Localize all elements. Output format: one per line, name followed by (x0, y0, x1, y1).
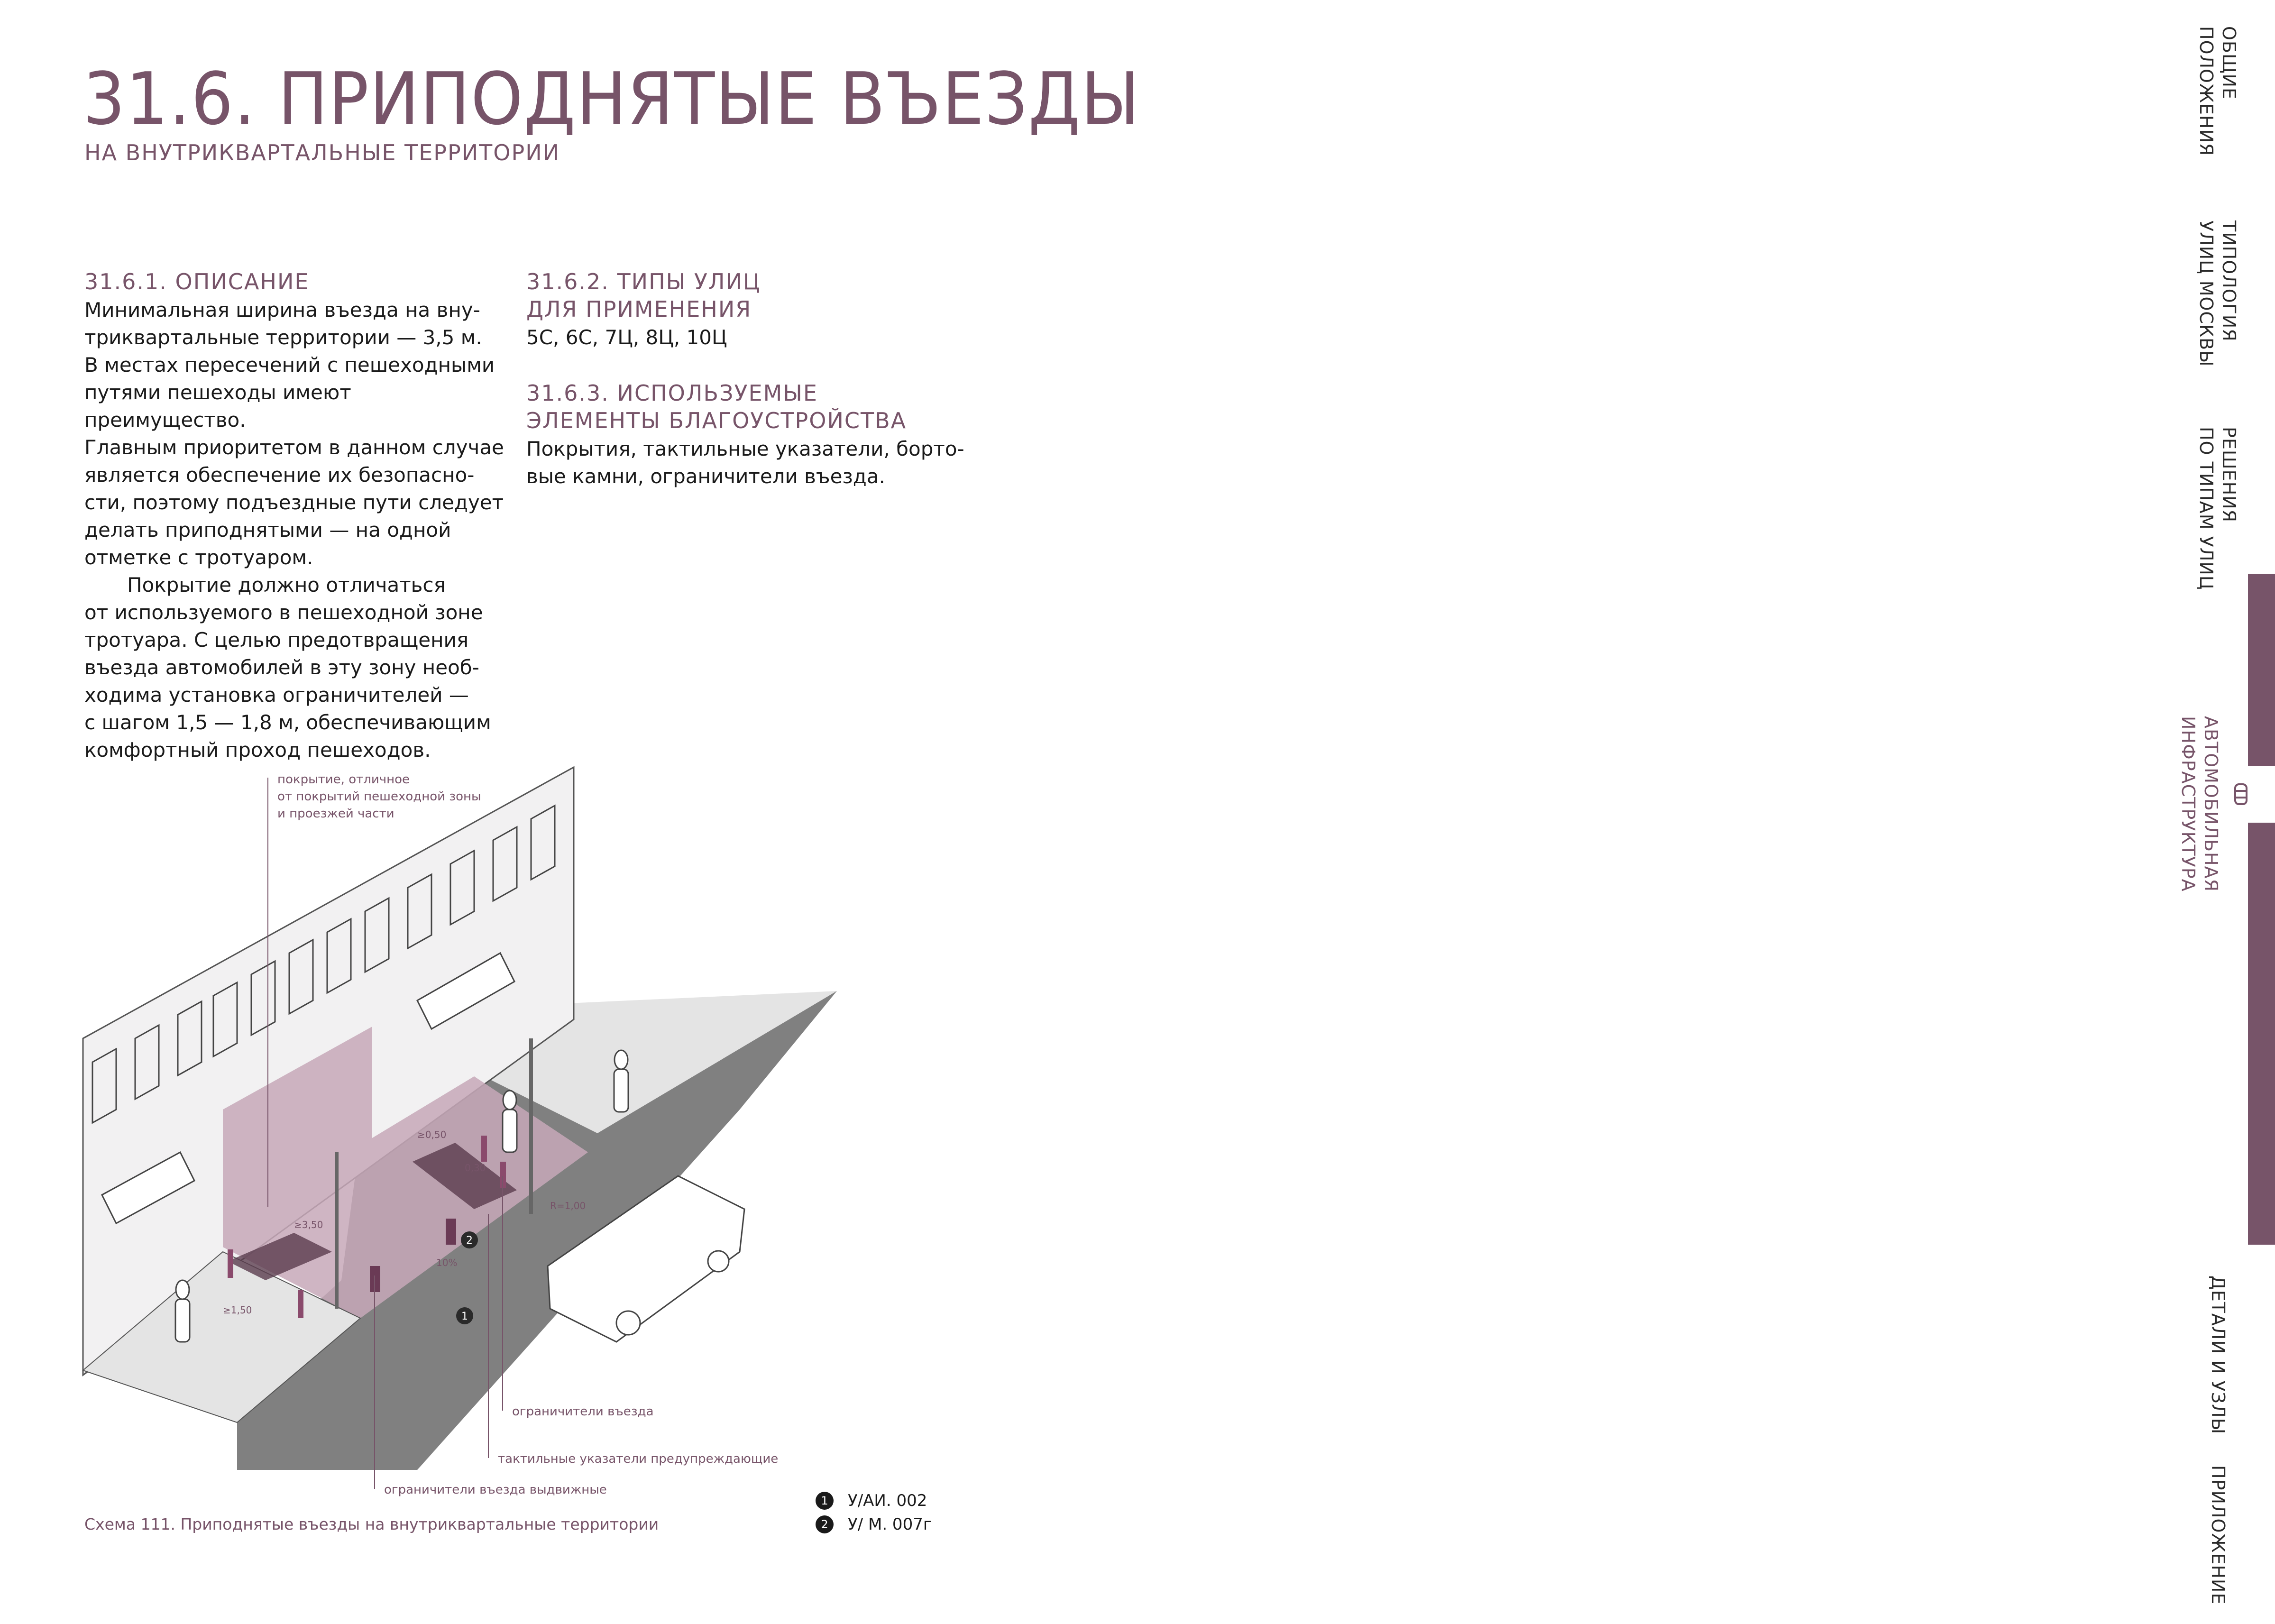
description-paragraph-1: Минимальная ширина въезда на вну- триквартальные территории — 3,5 м. В местах пересечений с пешеходными путями пешеходы имеют преимущество. Главным приоритетом в данном случае является обеспечение их безопасно- сти, поэтому подъездные пути следует делать приподнятыми — на одной отметке с тротуаром. (84, 298, 504, 569)
nav-active-bar-top (2248, 574, 2275, 766)
dim-label: 10% (436, 1257, 458, 1268)
callout-retractable: ограничители въезда выдвижные (384, 1483, 607, 1497)
legend-row (816, 1513, 932, 1536)
nav-item-solutions[interactable]: РЕШЕНИЯ ПО ТИПАМ УЛИЦ (2196, 427, 2239, 590)
legend-number: 2 (816, 1515, 834, 1533)
bollard (228, 1249, 233, 1278)
callout-surface: и проезжей части (277, 807, 394, 821)
bollard (298, 1290, 303, 1318)
callout-tactile: тактильные указатели предупреждающие (498, 1452, 779, 1466)
bollard (481, 1136, 487, 1162)
page-title: 31.6. ПРИПОДНЯТЫЕ ВЪЕЗДЫ (83, 57, 1140, 141)
nav-item-appendix[interactable]: ПРИЛОЖЕНИЕ (2208, 1465, 2229, 1605)
marker-1-label: 1 (461, 1311, 468, 1322)
raised-entry-diagram (71, 754, 877, 1508)
dim-label: 0,30 (465, 1162, 486, 1174)
section-heading-elements: 31.6.3. ИСПОЛЬЗУЕМЫЕ ЭЛЕМЕНТЫ БЛАГОУСТРОЙСТВА (526, 380, 907, 433)
legend (816, 1489, 932, 1536)
dim-label: R=1,00 (550, 1200, 586, 1211)
section-heading-description: 31.6.1. ОПИСАНИЕ (84, 269, 310, 294)
legend-number: 1 (816, 1492, 834, 1510)
nav-item-auto-infrastructure[interactable]: АВТОМОБИЛЬНАЯ ИНФРАСТРУКТУРА (2178, 716, 2221, 892)
description-paragraph-2: Покрытие должно отличаться от используемого в пешеходной зоне тротуара. С целью предотвращения въезда автомобилей в эту зону необ- ходима установка ограничителей — с шагом 1,5 — 1,8 м, обеспечивающим комфортный проход пешеходов. (84, 573, 491, 762)
elements-text: Покрытия, тактильные указатели, борто- вые камни, ограничители въезда. (526, 437, 964, 488)
dim-label: ≥1,50 (223, 1304, 252, 1316)
callout-surface: покрытие, отличное (277, 772, 410, 787)
dim-label: ≥0,50 (417, 1129, 447, 1140)
dim-label: ≥3,50 (294, 1219, 323, 1230)
legend-row (816, 1489, 932, 1513)
page-subtitle: НА ВНУТРИКВАРТАЛЬНЫЕ ТЕРРИТОРИИ (84, 140, 560, 165)
street-types-text: 5С, 6С, 7Ц, 8Ц, 10Ц (526, 326, 727, 349)
callout-bollards: ограничители въезда (512, 1404, 654, 1419)
legend-code: У/ М. 007г (848, 1515, 932, 1534)
nav-item-typology[interactable]: ТИПОЛОГИЯ УЛИЦ МОСКВЫ (2196, 220, 2239, 367)
legend-code: У/АИ. 002 (848, 1491, 927, 1510)
figure-caption: Схема 111. Приподнятые въезды на внутриквартальные территории (84, 1515, 659, 1533)
chapter-nav (1071, 0, 2239, 1624)
section-heading-street-types: 31.6.2. ТИПЫ УЛИЦ ДЛЯ ПРИМЕНЕНИЯ (526, 269, 761, 322)
marker-2-label: 2 (466, 1235, 473, 1247)
callout-surface: от покрытий пешеходной зоны (277, 789, 481, 804)
nav-active-bar-bottom (2248, 823, 2275, 1245)
description-text (84, 296, 511, 764)
nav-item-details[interactable]: ДЕТАЛИ И УЗЛЫ (2208, 1275, 2229, 1435)
car-icon (2233, 782, 2249, 806)
retractable-bollard (446, 1219, 456, 1245)
nav-item-general[interactable]: ОБЩИЕ ПОЛОЖЕНИЯ (2196, 26, 2239, 156)
